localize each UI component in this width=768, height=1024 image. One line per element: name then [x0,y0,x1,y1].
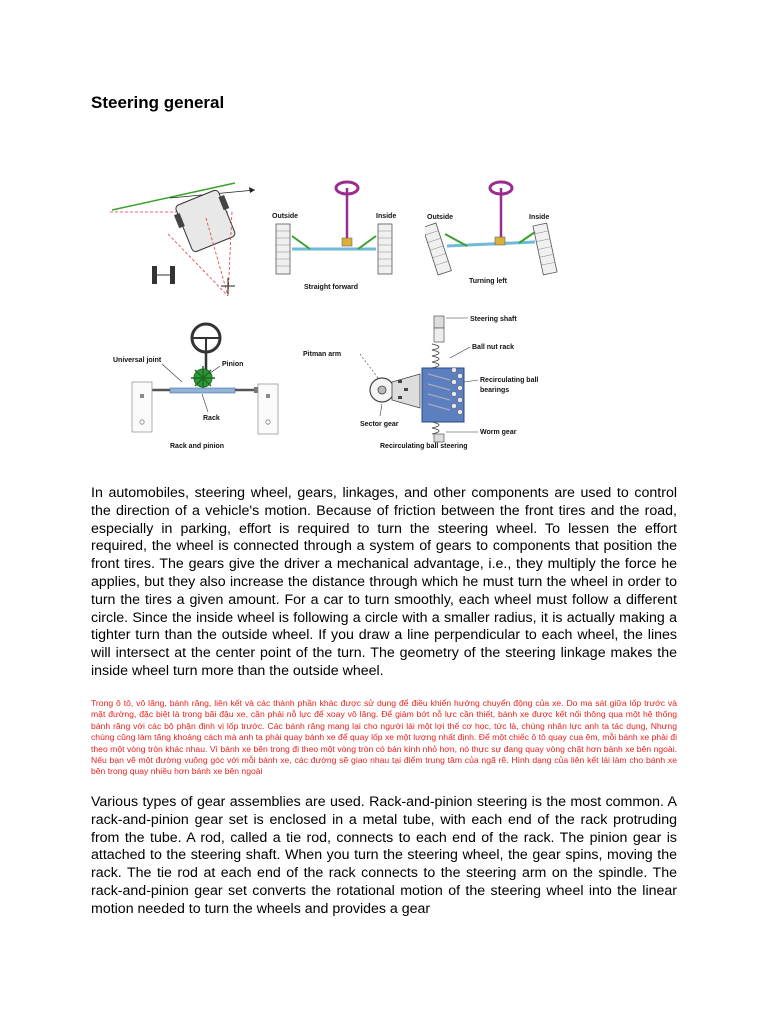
recirculating-bearings-label-line1: Recirculating ball [480,377,539,384]
paragraph-gear-assemblies: Various types of gear assemblies are used. Rack-and-pinion steering is the most common. A rack-and-pinion gear set is enclosed in a metal tube, with each end of the rack protruding from the tube. A rod, called a tie rod, connects to each end of the rack. The pinion gear is attached to the steering shaft. When you turn the steering wheel, the gear spins, moving the rack. The tie rod at each end of the rack connects to the steering arm on the spindle. The rack-and-pinion gear set converts the rotational motion of the steering wheel into the linear motion needed to turn the wheels and provides a gear [91,794,677,917]
paragraph-steering-intro: In automobiles, steering wheel, gears, linkages, and other components are used to control the direction of a vehicle's motion. Because of friction between the front tires and the road, especially in parking, effort is required to turn the steering wheel. To lessen the effort required, the wheel is connected through a system of gears to components that position the front tires. The gears give the driver a mechanical advantage, i.e., they multiply the force he applies, but they also increase the distance through which he must turn the wheel in order to turn the tires a given amount. For a car to turn smoothly, each wheel must follow a different circle. Since the inside wheel is following a circle with a smaller radius, it is actually making a tighter turn than the outside wheel. If you draw a line perpendicular to each wheel, the lines will intersect at the center point of the turn. The geometry of the steering linkage makes the inside wheel turn more than the outside wheel. [91,485,677,679]
rack-and-pinion-figure [110,322,285,454]
straight-forward-caption: Straight forward [304,284,359,291]
straight-forward-figure [270,176,402,296]
pitman-arm-label: Pitman arm [303,351,342,358]
turning-inside-label: Inside [529,214,550,221]
recirculating-ball-diagram [300,310,550,456]
turning-left-diagram [425,176,565,296]
turning-left-figure [425,176,565,296]
ackermann-geometry-diagram [110,178,260,296]
turning-outside-label: Outside [427,214,454,221]
paragraph-vietnamese-translation: Trong ô tô, vô lăng, bánh răng, liên kết và các thành phần khác được sử dụng để điều khiển hướng chuyển động của xe. Do ma sát giữa lốp trước và mặt đường, đặc biệt là trong bãi đậu xe, cần phải nỗ lực để xoay vô lăng. Để giảm bớt nỗ lực cần thiết, bánh xe được kết nối thông qua một hệ thống bánh răng với các bộ phận định vị lốp trước. Các bánh răng mang lại cho người lái một lợi thế cơ học, tức là, chúng nhân lực anh ta tác dụng, Nhưng chúng cũng làm tăng khoảng cách mà anh ta phải quay bánh xe để quay lốp xe một lượng nhất định. Để một chiếc ô tô quay cua êm, mỗi bánh xe phải đi theo một vòng tròn khác nhau. Vì bánh xe bên trong đi theo một vòng tròn có bán kính nhỏ hơn, nó thực sự đang quay vòng chặt hơn bánh xe bên ngoài. Nếu bạn vẽ một đường vuông góc với mỗi bánh xe, các đường sẽ giao nhau tại điểm trung tâm của ngã rẽ. Hình dạng của liên kết lái làm cho bánh xe bên trong quay nhiều hơn bánh xe bên ngoài [91,698,677,777]
straight-inside-label: Inside [376,213,397,220]
universal-joint-label: Universal joint [113,357,162,364]
rack-and-pinion-diagram [110,322,285,454]
turning-left-caption: Turning left [469,278,507,285]
worm-gear-label: Worm gear [480,429,517,436]
ackermann-geometry-figure [110,178,260,296]
straight-outside-label: Outside [272,213,299,220]
recirculating-ball-caption: Recirculating ball steering [380,443,468,450]
ball-nut-rack-label: Ball nut rack [472,344,515,351]
recirculating-ball-figure [300,310,550,456]
pinion-label: Pinion [222,361,244,368]
rack-label: Rack [203,415,220,422]
steering-shaft-label: Steering shaft [470,316,517,323]
page-title: Steering general [91,93,225,112]
straight-forward-diagram [270,176,402,296]
sector-gear-label: Sector gear [360,421,399,428]
recirculating-bearings-label-line2: bearings [480,387,510,394]
rack-and-pinion-caption: Rack and pinion [170,443,225,450]
